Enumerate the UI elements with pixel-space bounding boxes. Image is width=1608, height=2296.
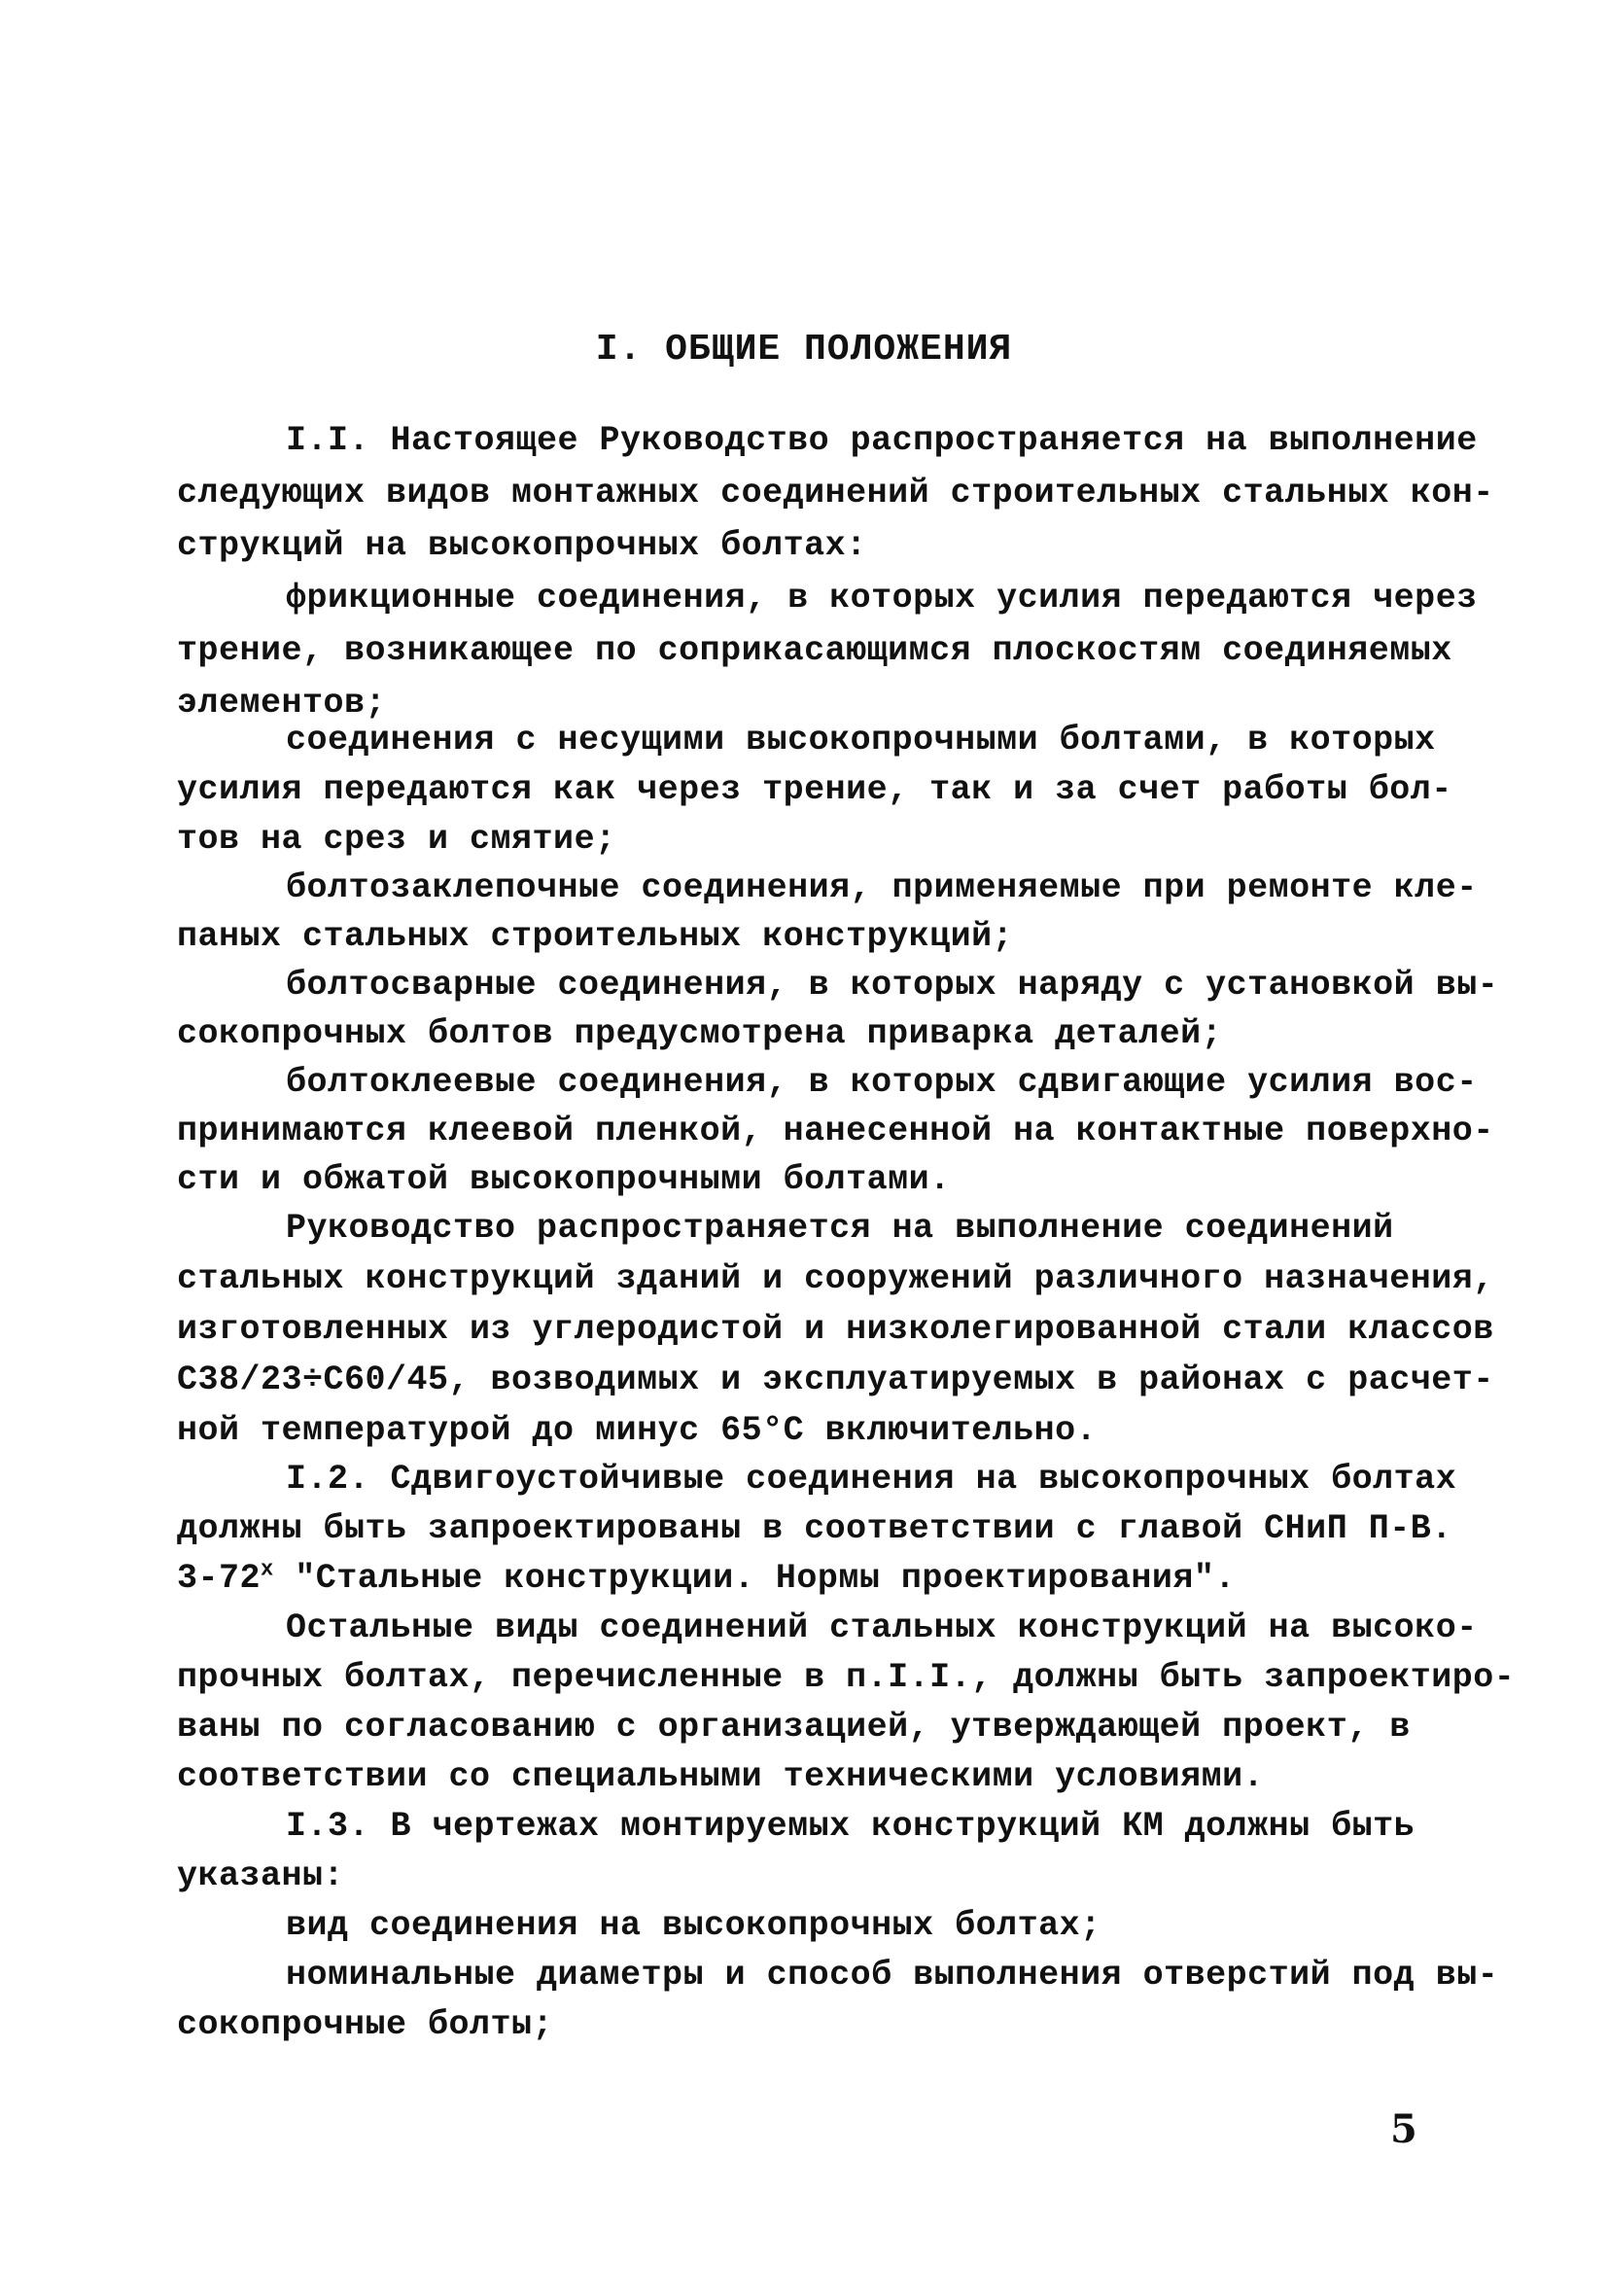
text-line — [177, 1559, 1236, 1598]
text-line: номинальные диаметры и способ выполнения отверстий под вы- — [286, 1956, 1499, 1995]
text-line: паных стальных строительных конструкций; — [177, 917, 1014, 956]
text-line: Руководство распространяется на выполнение соединений — [286, 1209, 1394, 1248]
text-line: усилия передаются как через трение, так и за счет работы бол- — [177, 770, 1452, 809]
text-line: стальных конструкций зданий и сооружений различного назначения, — [177, 1259, 1494, 1298]
text-line: ваны по согласованию с организацией, утверждающей проект, в — [177, 1708, 1411, 1747]
text-line: сокопрочных болтов предусмотрена приварка деталей; — [177, 1014, 1223, 1053]
text-fragment: "Стальные конструкции. Нормы проектирования". — [295, 1559, 1236, 1598]
section-heading: I. ОБЩИЕ ПОЛОЖЕНИЯ — [595, 329, 1013, 371]
text-line: ной температурой до минус 65°С включительно. — [177, 1411, 1098, 1450]
text-line: Остальные виды соединений стальных конструкций на высоко- — [286, 1608, 1478, 1647]
text-line: С38/23÷С60/45, возводимых и эксплуатируемых в районах с расчет- — [177, 1360, 1494, 1399]
text-line: изготовленных из углеродистой и низколегированной стали классов — [177, 1310, 1494, 1349]
text-line: болтосварные соединения, в которых наряду с установкой вы- — [286, 966, 1499, 1005]
text-line: вид соединения на высокопрочных болтах; — [286, 1906, 1101, 1945]
text-line: I.3. В чертежах монтируемых конструкций КМ должны быть — [286, 1807, 1416, 1846]
text-line: сти и обжатой высокопрочными болтами. — [177, 1160, 951, 1199]
text-line: следующих видов монтажных соединений строительных стальных кон- — [177, 474, 1494, 512]
text-line: болтозаклепочные соединения, применяемые при ремонте кле- — [286, 868, 1478, 907]
page-number: 5 — [1390, 2106, 1417, 2152]
text-line: сокопрочные болты; — [177, 2005, 554, 2044]
text-line: I.2. Сдвигоустойчивые соединения на высокопрочных болтах — [286, 1460, 1457, 1499]
superscript-x: х — [261, 1557, 274, 1582]
text-line: указаны: — [177, 1856, 345, 1895]
text-line: болтоклеевые соединения, в которых сдвигающие усилия вос- — [286, 1063, 1478, 1102]
text-line: струкций на высокопрочных болтах: — [177, 526, 867, 565]
text-line: должны быть запроектированы в соответствии с главой СНиП П-В. — [177, 1509, 1452, 1548]
text-line: прочных болтах, перечисленные в п.I.I., должны быть запроектиро- — [177, 1658, 1516, 1697]
text-line: соединения с несущими высокопрочными болтами, в которых — [286, 721, 1436, 759]
text-line: трение, возникающее по соприкасающимся плоскостям соединяемых — [177, 631, 1452, 670]
text-line: фрикционные соединения, в которых усилия передаются через — [286, 579, 1478, 618]
text-line: I.I. Настоящее Руководство распространяется на выполнение — [286, 421, 1478, 460]
text-line: принимаются клеевой пленкой, нанесенной на контактные поверхно- — [177, 1112, 1494, 1150]
text-line: элементов; — [177, 684, 387, 723]
text-line: тов на срез и смятие; — [177, 820, 616, 859]
text-line: соответствии со специальными техническими условиями. — [177, 1757, 1265, 1796]
text-fragment: 3-72 — [177, 1559, 262, 1598]
